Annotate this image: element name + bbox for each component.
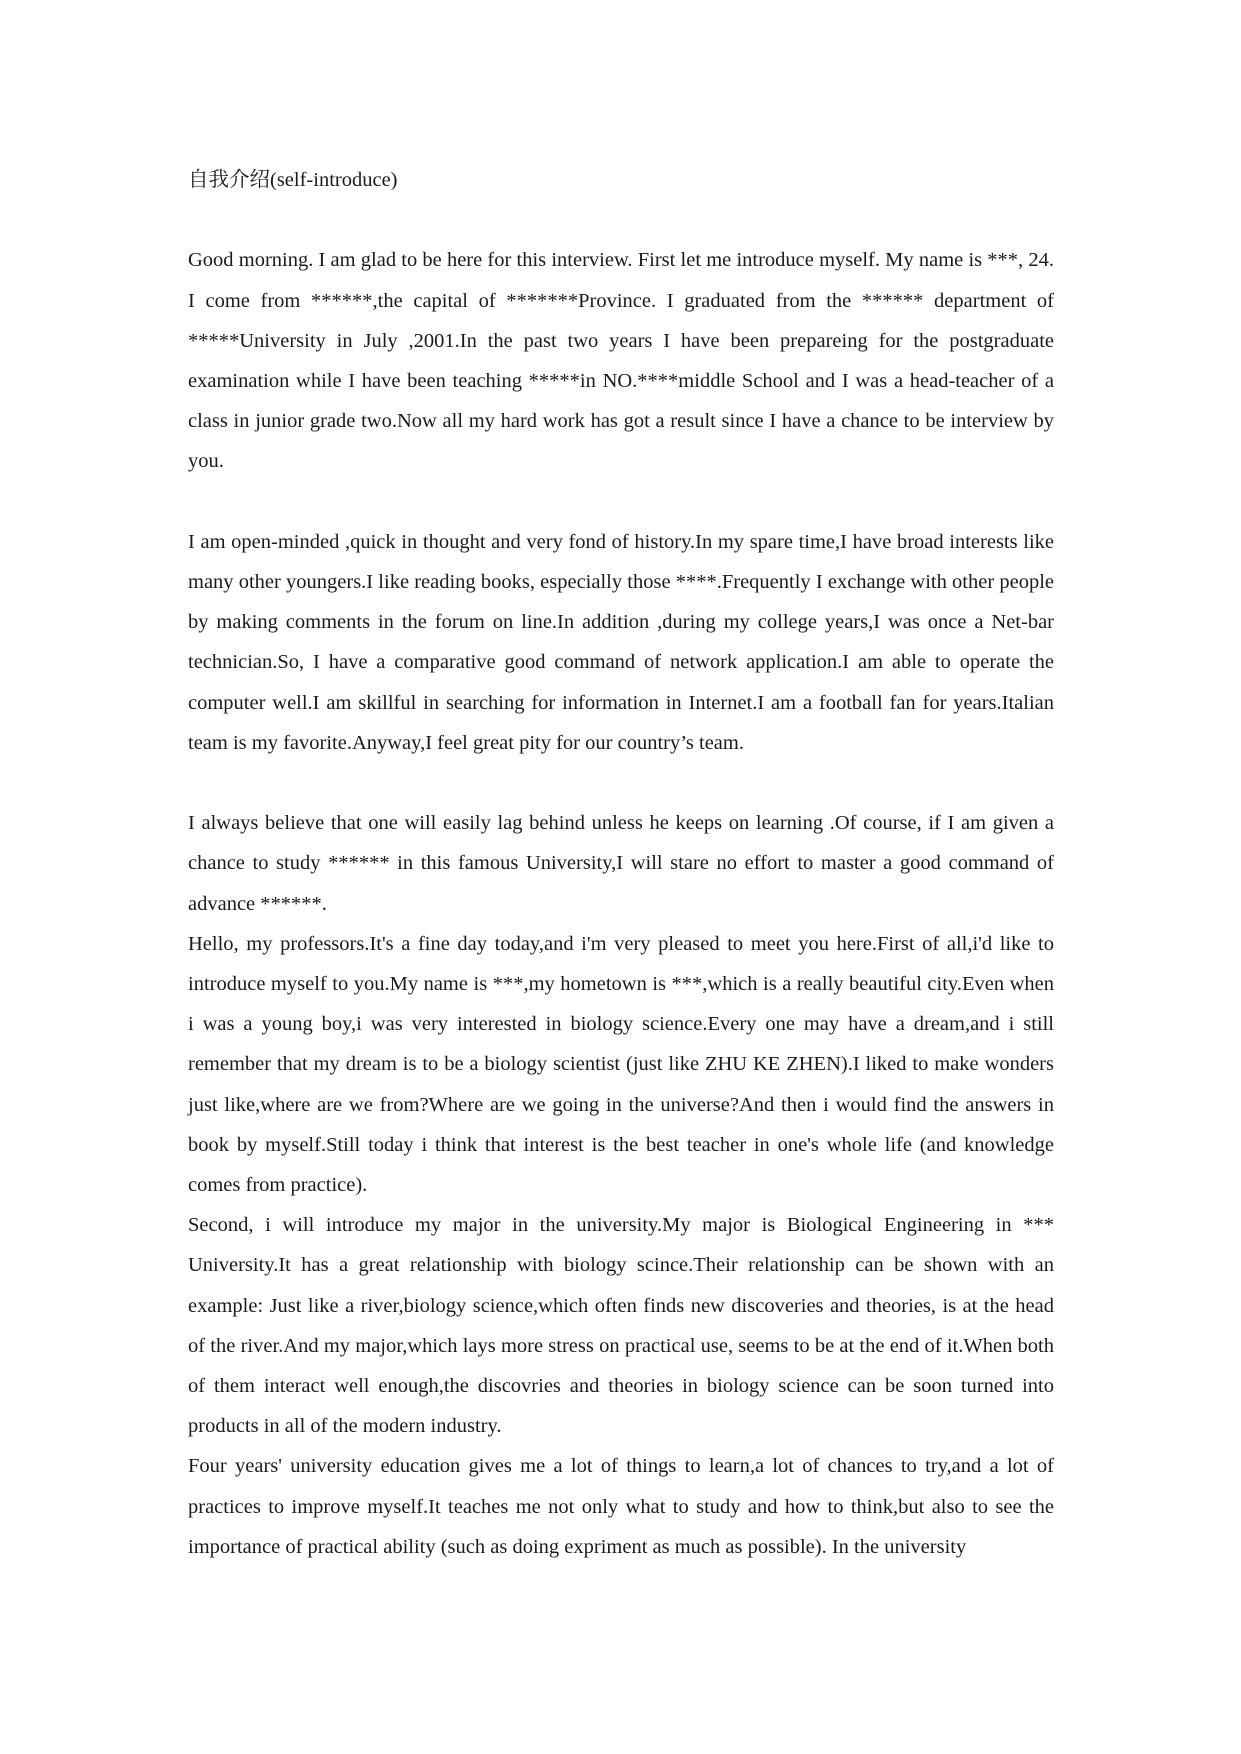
spacer [188, 763, 1054, 803]
paragraph-education: Four years' university education gives me a lot of things to learn,a lot of chances to try,and a lot of practices to improve myself.It teaches me not only what to study and how to think,but also to see the importance of practical ability (such as doing expriment as much as possible). In the university [188, 1455, 1054, 1558]
paragraph-personality: I am open-minded ,quick in thought and very fond of history.In my spare time,I have broad interests like many other youngers.I like reading books, especially those ****.Frequently I exchange with other people by making comments in the forum on line.In addition ,during my college years,I was once a Net-bar technician.So, I have a comparative good command of network application.I am able to operate the computer well.I am skillful in searching for information in Internet.I am a football fan for years.Italian team is my favorite.Anyway,I feel great pity for our country’s team. [188, 530, 1054, 754]
document-title: 自我介绍(self-introduce) [188, 169, 398, 191]
document-body [188, 160, 1054, 1567]
paragraph-introduction: Good morning. I am glad to be here for this interview. First let me introduce myself. My name is ***, 24. I come from ******,the capital of *******Province. I graduated from the ****** department of *****University in July ,2001.In the past two years I have been prepareing for the postgraduate examination while I have been teaching *****in NO.****middle School and I was a head-teacher of a class in junior grade two.Now all my hard work has got a result since I have a chance to be interview by you. [188, 249, 1054, 473]
spacer [188, 200, 1054, 240]
paragraph-learning: I always believe that one will easily lag behind unless he keeps on learning .Of course, if I am given a chance to study ****** in this famous University,I will stare no effort to master a good command of advance ******. [188, 812, 1054, 915]
paragraph-greeting: Hello, my professors.It's a fine day today,and i'm very pleased to meet you here.First of all,i'd like to introduce myself to you.My name is ***,my hometown is ***,which is a really beautiful city.Even when i was a young boy,i was very interested in biology science.Every one may have a dream,and i still remember that my dream is to be a biology scientist (just like ZHU KE ZHEN).I liked to make wonders just like,where are we from?Where are we going in the universe?And then i would find the answers in book by myself.Still today i think that interest is the best teacher in one's whole life (and knowledge comes from practice). [188, 932, 1054, 1197]
paragraph-major: Second, i will introduce my major in the university.My major is Biological Engineering in *** University.It has a great relationship with biology scince.Their relationship can be shown with an example: Just like a river,biology science,which often finds new discoveries and theories, is at the head of the river.And my major,which lays more stress on practical use, seems to be at the end of it.When both of them interact well enough,the discovries and theories in biology science can be soon turned into products in all of the modern industry. [188, 1214, 1054, 1438]
spacer [188, 482, 1054, 522]
